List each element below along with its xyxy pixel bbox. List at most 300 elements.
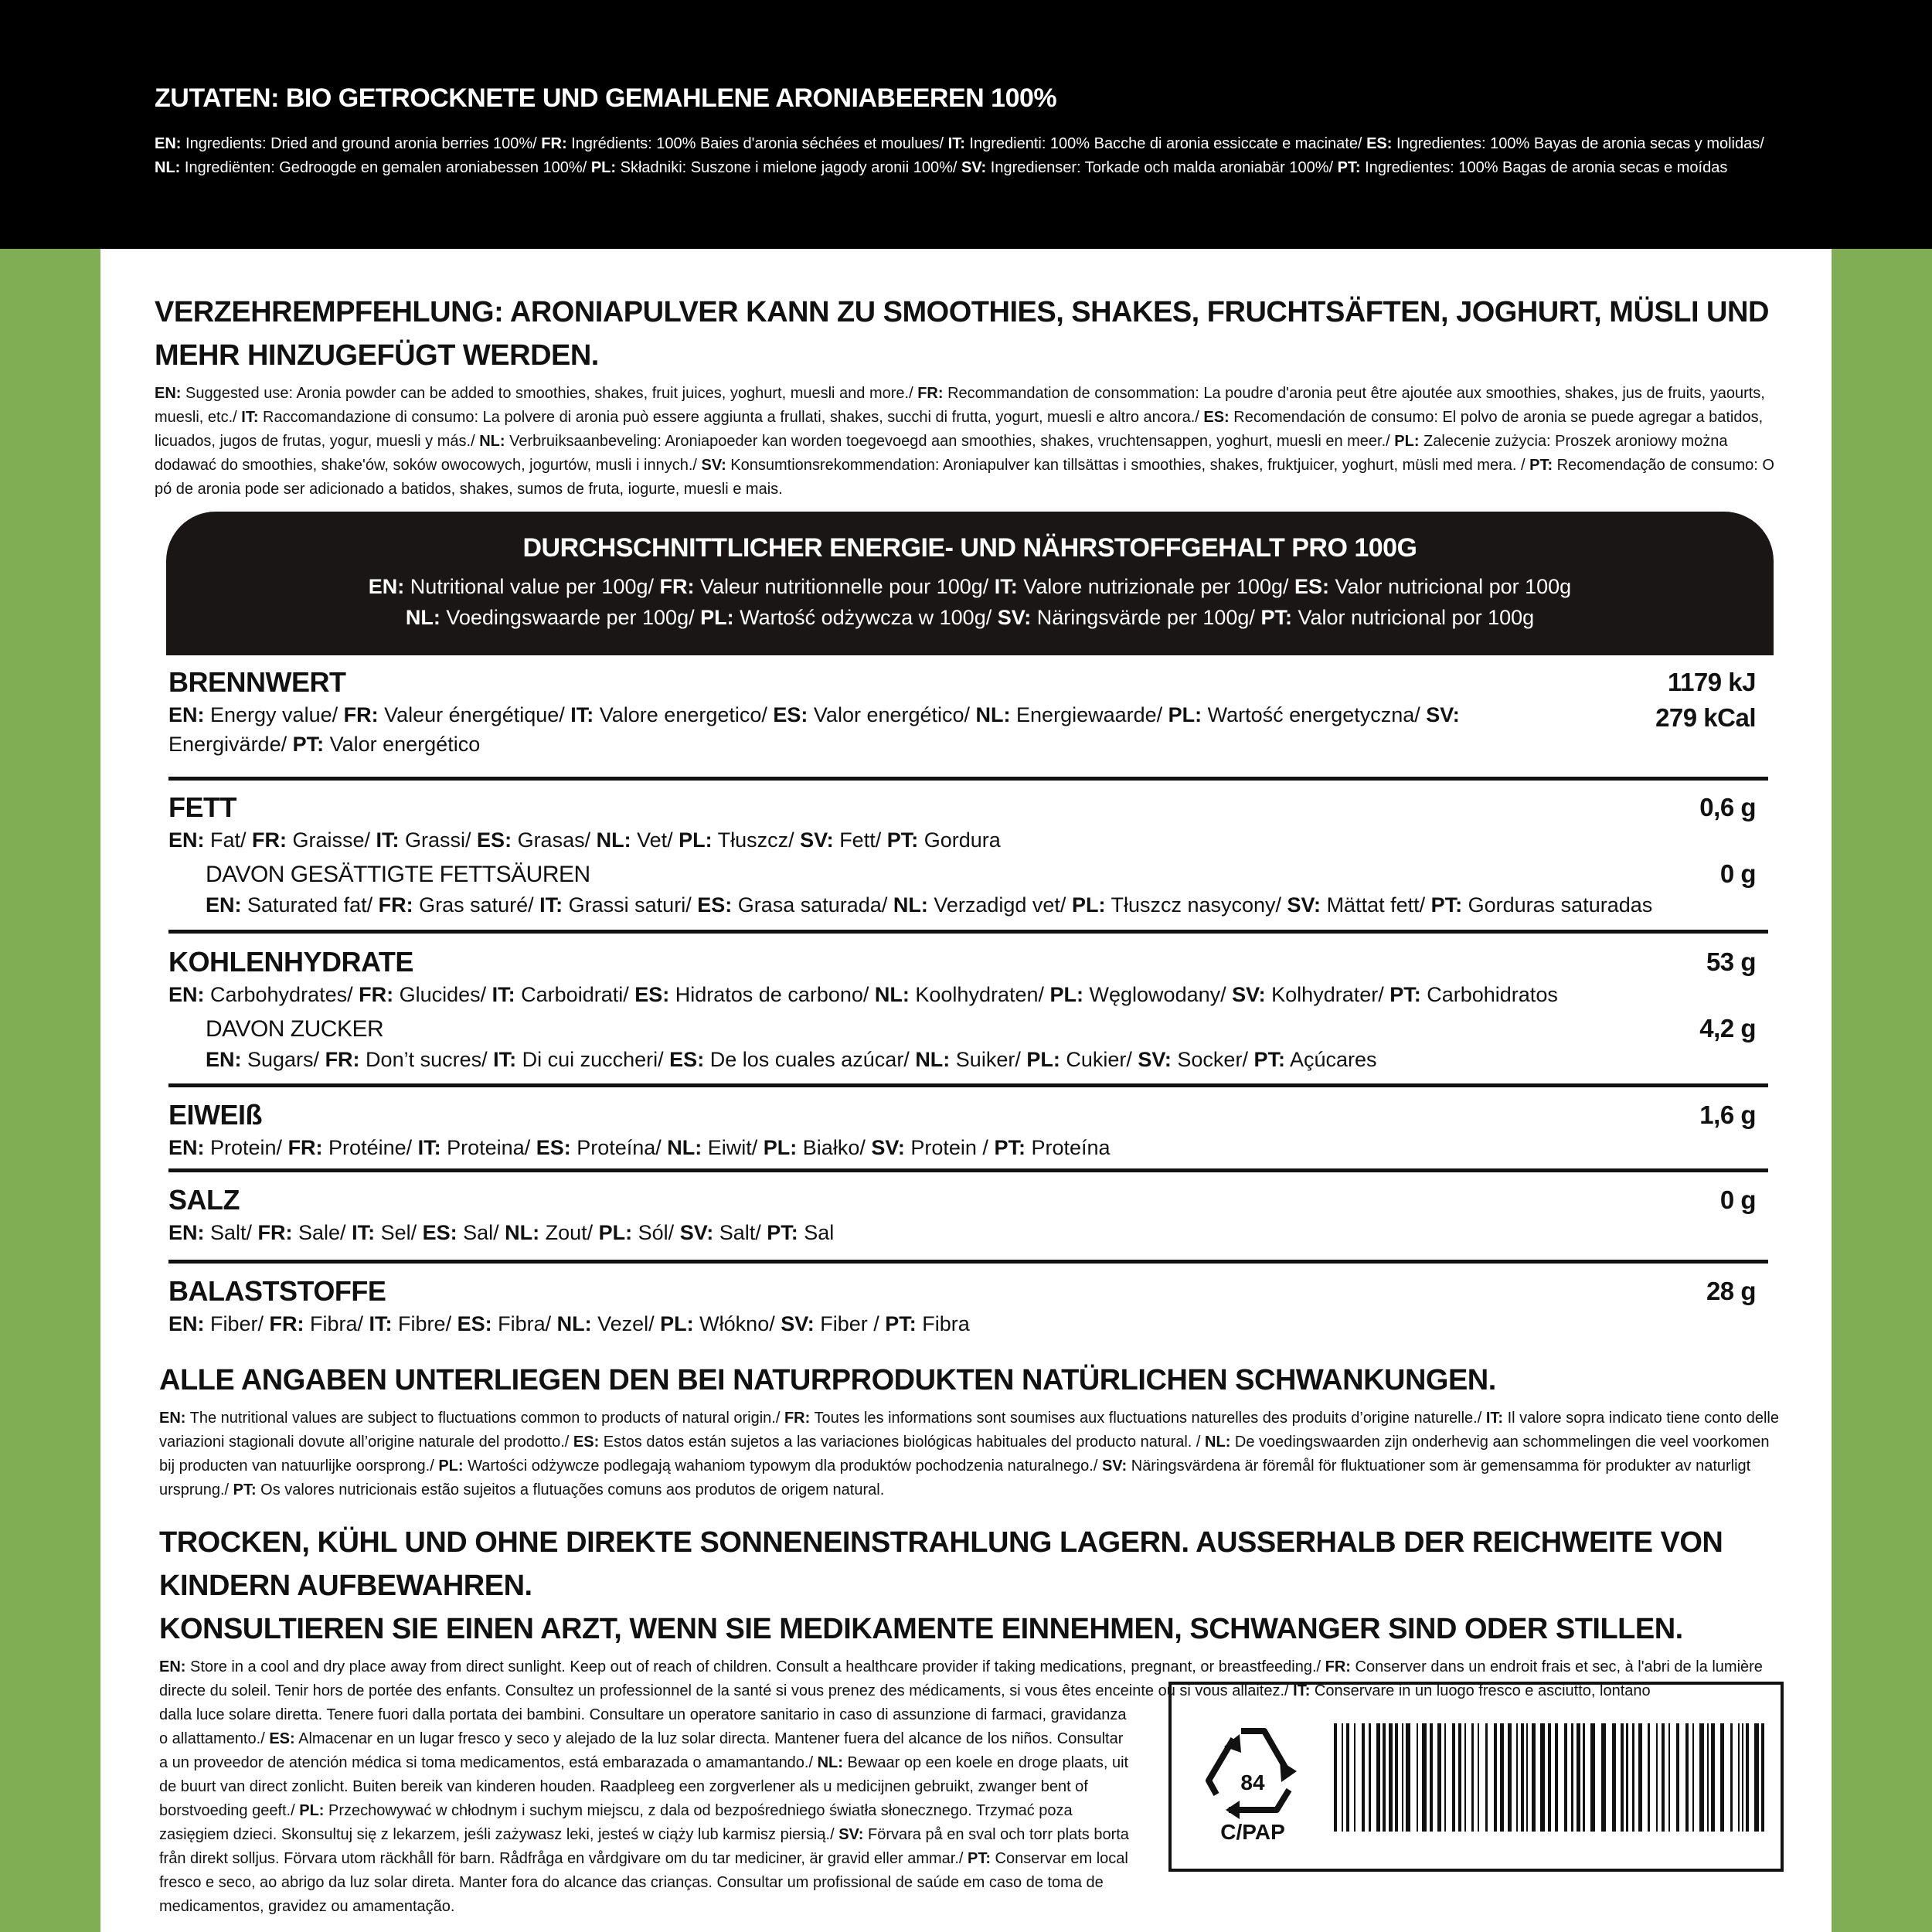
translation-text: Grassi saturi/ xyxy=(563,893,698,917)
lang-code: SV: xyxy=(1138,1048,1172,1071)
barcode-bar xyxy=(1478,1723,1479,1832)
lang-code: ES: xyxy=(422,1221,457,1244)
lang-code: PL: xyxy=(1049,983,1084,1006)
barcode-bar xyxy=(1334,1723,1337,1832)
barcode-bar xyxy=(1526,1723,1528,1832)
nutrient-value-kj: 1179 kJ xyxy=(1668,668,1756,696)
lang-code: NL: xyxy=(556,1312,592,1335)
lang-code: EN: xyxy=(168,1136,205,1159)
lang-code: PL: xyxy=(700,606,734,629)
lang-code: IT: xyxy=(570,703,594,726)
lang-code: IT: xyxy=(376,828,400,852)
lang-code: EN: xyxy=(168,1221,205,1244)
nutrient-translations xyxy=(168,1133,1768,1162)
lang-code: FR: xyxy=(659,575,695,598)
subnutrient-translations xyxy=(206,890,1768,920)
barcode-bar xyxy=(1521,1723,1524,1832)
translation-text: dalla luce solare diretta. Tenere fuori dalla portata dei bambini. Consultare un operatore sanitario in caso di assunzione di farmaci, gravidanza o allattamento./ xyxy=(159,1706,1127,1747)
lang-code: EN: xyxy=(155,135,182,152)
barcode-bar xyxy=(1452,1723,1455,1832)
lang-code: PT: xyxy=(1260,606,1292,629)
lang-code: EN: xyxy=(168,703,205,726)
barcode xyxy=(1334,1723,1767,1832)
translation-text: Grasas/ xyxy=(512,828,597,852)
translation-text: Di cui zuccheri/ xyxy=(516,1048,670,1071)
nutrient-value: 0 g xyxy=(1719,1185,1756,1214)
translation-text: Ingrédients: 100% Baies d'aronia séchées et moulues/ xyxy=(566,135,948,152)
subnutrient-saturated xyxy=(168,859,1768,920)
translation-text: Fibra xyxy=(916,1312,970,1335)
lang-code: EN: xyxy=(168,983,205,1006)
translation-text: Näringsvärde per 100g/ xyxy=(1031,606,1261,629)
translation-text: Fiber/ xyxy=(204,1312,270,1335)
nutrient-name: BALASTSTOFFE xyxy=(168,1275,386,1307)
lang-code: EN: xyxy=(159,1658,186,1675)
barcode-bar xyxy=(1699,1723,1704,1832)
subnutrient-name: DAVON ZUCKER xyxy=(206,1016,384,1042)
translation-text: Valeur énergétique/ xyxy=(378,703,571,726)
nutrient-row-energy xyxy=(168,665,1768,759)
lang-code: ES: xyxy=(697,893,733,917)
fluctuations-translations xyxy=(159,1406,1782,1502)
lang-code: NL: xyxy=(893,893,928,917)
fluctuations-title: ALLE ANGABEN UNTERLIEGEN DEN BEI NATURPRODUKTEN NATÜRLICHEN SCHWANKUNGEN. xyxy=(159,1364,1496,1396)
lang-code: SV: xyxy=(1101,1458,1128,1475)
lang-code: PT: xyxy=(1430,893,1463,917)
lang-code: SV: xyxy=(781,1312,815,1335)
barcode-bar xyxy=(1458,1723,1461,1832)
translation-text: Sal/ xyxy=(457,1221,505,1244)
nutrient-row-fat xyxy=(168,790,1768,920)
barcode-bar xyxy=(1656,1723,1658,1832)
translation-text: Bewaar op een koele en droge plaats, uit de buurt van direct zonlicht. Buiten bereik van kinderen houden. Raadpleeg een zorgverlener als u medicijnen gebruikt, zwanger bent of borstvoeding geeft./ xyxy=(159,1754,1129,1819)
ingredients-title: ZUTATEN: BIO GETROCKNETE UND GEMAHLENE ARONIABEEREN 100% xyxy=(155,83,1057,113)
barcode-bar xyxy=(1601,1723,1606,1832)
translation-text: Energivärde/ xyxy=(168,733,293,756)
lang-code: IT: xyxy=(352,1221,376,1244)
translation-text: Suiker/ xyxy=(950,1048,1027,1071)
subnutrient-value: 0 g xyxy=(1719,859,1756,888)
barcode-bar xyxy=(1362,1723,1365,1832)
usage-title: VERZEHREMPFEHLUNG: ARONIAPULVER KANN ZU SMOOTHIES, SHAKES, FRUCHTSÄFTEN, JOGHURT, MÜSLI UND MEHR HINZUGEFÜGT WERDEN. xyxy=(155,296,1769,372)
lang-code: FR: xyxy=(343,703,379,726)
lang-code: IT: xyxy=(539,893,563,917)
lang-code: PT: xyxy=(292,733,325,756)
lang-code: EN: xyxy=(206,1048,242,1071)
barcode-bar xyxy=(1754,1723,1759,1832)
translation-text: Grassi/ xyxy=(399,828,478,852)
translation-text: Sel/ xyxy=(375,1221,423,1244)
translation-text: De los cuales azúcar/ xyxy=(704,1048,916,1071)
translation-text: Proteína xyxy=(1025,1136,1111,1159)
row-divider xyxy=(168,1260,1768,1264)
translation-text: Ingredienser: Torkade och malda aroniabär 100%/ xyxy=(986,159,1338,176)
lang-code: ES: xyxy=(773,703,808,726)
lang-code: PT: xyxy=(885,1312,917,1335)
lang-code: FR: xyxy=(252,828,287,852)
translation-text: Energiewaarde/ xyxy=(1010,703,1168,726)
translation-text: Gordura xyxy=(918,828,1001,852)
barcode-bar xyxy=(1471,1723,1474,1832)
translation-text: Glucides/ xyxy=(393,983,492,1006)
barcode-bar xyxy=(1555,1723,1558,1832)
lang-code: ES: xyxy=(1366,135,1393,152)
barcode-bar xyxy=(1742,1723,1743,1832)
nutrient-row-carbs xyxy=(168,944,1768,1074)
translation-text: Salt/ xyxy=(204,1221,258,1244)
translation-text: Ingrediënten: Gedroogde en gemalen aroniabessen 100%/ xyxy=(180,159,591,176)
barcode-bar xyxy=(1540,1723,1545,1832)
row-divider xyxy=(168,1083,1768,1087)
translation-text: Koolhydraten/ xyxy=(909,983,1050,1006)
ingredients-band xyxy=(0,0,1932,249)
lang-code: NL: xyxy=(155,159,181,176)
translation-text: Vezel/ xyxy=(591,1312,661,1335)
translation-text: Valeur nutritionnelle pour 100g/ xyxy=(694,575,995,598)
recycling-barcode-box xyxy=(1168,1682,1784,1872)
lang-code: PL: xyxy=(299,1802,325,1819)
lang-code: ES: xyxy=(1294,575,1329,598)
barcode-bar xyxy=(1638,1723,1642,1832)
nutrition-title: DURCHSCHNITTLICHER ENERGIE- UND NÄHRSTOFFGEHALT PRO 100G xyxy=(522,533,1417,563)
translation-text: Valor nutricional por 100g xyxy=(1329,575,1572,598)
translation-text: Conservare in un luogo fresco e asciutto, lontano xyxy=(1310,1682,1651,1699)
barcode-bar xyxy=(1692,1723,1694,1832)
lang-code: PL: xyxy=(763,1136,798,1159)
translation-text: Carbohydrates/ xyxy=(204,983,359,1006)
barcode-bar xyxy=(1494,1723,1497,1832)
translation-text: Wartość energetyczna/ xyxy=(1202,703,1427,726)
lang-code: IT: xyxy=(493,1048,517,1071)
translation-text: The nutritional values are subject to fluctuations common to products of natural origin./ xyxy=(185,1410,784,1427)
translation-text: Zalecenie zużycia: Proszek aroniowy można dodawać do smoothies, shake'ów, soków owocowych, jogurtów, musli i innych./ xyxy=(155,433,1728,474)
translation-text: Gras saturé/ xyxy=(413,893,540,917)
barcode-bar xyxy=(1707,1723,1709,1832)
translation-text: Wartości odżywcze podlegają wahaniom typowym dla produktów pochodzenia naturalnego./ xyxy=(463,1458,1102,1475)
translation-text: Ingredienti: 100% Bacche di aronia essiccate e macinate/ xyxy=(964,135,1367,152)
usage-section xyxy=(155,291,1777,502)
lang-code: ES: xyxy=(477,828,512,852)
lang-code: ES: xyxy=(1203,409,1230,426)
lang-code: EN: xyxy=(159,1410,186,1427)
lang-code: PL: xyxy=(660,1312,694,1335)
lang-code: EN: xyxy=(368,575,405,598)
barcode-bar xyxy=(1464,1723,1466,1832)
lang-code: PL: xyxy=(1394,433,1420,450)
translation-text: Fibra/ xyxy=(492,1312,557,1335)
translation-text: Valore nutrizionale per 100g/ xyxy=(1017,575,1294,598)
lang-code: SV: xyxy=(997,606,1032,629)
translation-text: Ingredientes: 100% Bagas de aronia secas e moídas xyxy=(1360,159,1728,176)
translation-text: Salt/ xyxy=(713,1221,767,1244)
barcode-bar xyxy=(1621,1723,1624,1832)
subnutrient-value: 4,2 g xyxy=(1699,1014,1756,1043)
lang-code: ES: xyxy=(634,983,670,1006)
nutrition-header xyxy=(166,512,1774,655)
barcode-bar xyxy=(1354,1723,1355,1832)
lang-code: PL: xyxy=(438,1458,464,1475)
translation-text: Açúcares xyxy=(1284,1048,1377,1071)
translation-text: Hidratos de carbono/ xyxy=(669,983,875,1006)
barcode-bar xyxy=(1500,1723,1504,1832)
translation-text: Förvara på en sval och torr plats borta från direkt solljus. Förvara utom räckhåll för barn. Rådfråga en vårdgivare om du tar mediciner, är gravid eller ammar./ xyxy=(159,1826,1129,1867)
translation-text: Sugars/ xyxy=(241,1048,325,1071)
translation-text: Valor nutricional por 100g xyxy=(1291,606,1535,629)
lang-code: IT: xyxy=(1485,1410,1504,1427)
lang-code: SV: xyxy=(1232,983,1266,1006)
lang-code: IT: xyxy=(492,983,515,1006)
lang-code: FR: xyxy=(1325,1658,1351,1675)
translation-text: Sale/ xyxy=(292,1221,352,1244)
translation-text: Graisse/ xyxy=(287,828,376,852)
translation-text: Fat/ xyxy=(204,828,253,852)
lang-code: SV: xyxy=(871,1136,905,1159)
translation-text: Almacenar en un lugar fresco y seco y alejado de la luz solar directa. Mantener fuera del alcance de los niños. Consultar a un proveedor de atención médica si toma medicamentos, está embarazada o amamantando./ xyxy=(159,1730,1124,1771)
barcode-bar xyxy=(1516,1723,1518,1832)
row-divider xyxy=(168,777,1768,781)
nutrition-subtitle-1 xyxy=(166,571,1774,602)
nutrient-translations xyxy=(168,825,1768,855)
storage-translations-narrow xyxy=(159,1703,1136,1919)
barcode-bar xyxy=(1668,1723,1670,1832)
nutrient-name: KOHLENHYDRATE xyxy=(168,946,413,978)
barcode-bar xyxy=(1685,1723,1689,1832)
lang-code: NL: xyxy=(874,983,910,1006)
lang-code: PL: xyxy=(598,1221,633,1244)
translation-text: Il valore sopra indicato tiene conto delle variazioni stagionali dovute all’origine naturale del prodotto./ xyxy=(159,1410,1779,1451)
barcode-bar xyxy=(1406,1723,1410,1832)
barcode-bar xyxy=(1437,1723,1441,1832)
fluctuations-section xyxy=(159,1359,1782,1502)
translation-text: Recomendación de consumo: El polvo de aronia se puede agregar a batidos, licuados, jugos de frutas, yogur, muesli y más./ xyxy=(155,409,1764,450)
lang-code: NL: xyxy=(915,1048,951,1071)
translation-text: Valor energético xyxy=(324,733,481,756)
lang-code: IT: xyxy=(369,1312,393,1335)
barcode-bar xyxy=(1564,1723,1567,1832)
translation-text: Cukier/ xyxy=(1060,1048,1138,1071)
barcode-bar xyxy=(1571,1723,1573,1832)
barcode-bar xyxy=(1444,1723,1446,1832)
lang-code: NL: xyxy=(505,1221,540,1244)
lang-code: SV: xyxy=(838,1826,864,1843)
lang-code: SV: xyxy=(701,457,726,474)
translation-text: Vet/ xyxy=(631,828,679,852)
translation-text: Konsumtionsrekommendation: Aroniapulver kan tillsättas i smoothies, shakes, fruktjuicer, yoghurt, müsli med mera. / xyxy=(726,457,1530,474)
translation-text: Protein / xyxy=(904,1136,995,1159)
barcode-bar xyxy=(1626,1723,1628,1832)
barcode-bar xyxy=(1746,1723,1749,1832)
lang-code: PT: xyxy=(767,1221,798,1244)
barcode-bar xyxy=(1612,1723,1616,1832)
usage-translations xyxy=(155,382,1777,502)
translation-text: Carbohidratos xyxy=(1420,983,1558,1006)
translation-text: Recommandation de consommation: La poudre d'aronia peut être ajoutée aux smoothies, shakes, jus de fruits, yaourts, muesli, etc./ xyxy=(155,385,1765,426)
lang-code: PT: xyxy=(886,828,919,852)
barcode-bar xyxy=(1738,1723,1740,1832)
lang-code: IT: xyxy=(947,135,965,152)
nutrient-value: 0,6 g xyxy=(1699,793,1756,821)
lang-code: ES: xyxy=(573,1434,600,1451)
translation-text: Przechowywać w chłodnym i suchym miejscu, z dala od bezpośredniego światła słonecznego. Trzymać poza zasięgiem dzieci. Skonsultuj się z lekarzem, jeśli zażywasz leki, jesteś w ciąży lub karmisz piersią./ xyxy=(159,1802,1073,1843)
nutrient-value: 28 g xyxy=(1706,1277,1756,1305)
lang-code: PT: xyxy=(1529,457,1553,474)
translation-text: Fett/ xyxy=(833,828,887,852)
barcode-bar xyxy=(1632,1723,1634,1832)
translation-text: Os valores nutricionais estão sujeitos a flutuações comuns aos produtos de origem natural. xyxy=(256,1481,885,1498)
translation-text: Conservar em local fresco e seco, ao abrigo da luz solar direta. Manter fora do alcance das crianças. Consultar um profissional de saúde em caso de toma de medicamentos, gravidez ou amamentação. xyxy=(159,1850,1128,1915)
translation-text: Recomendação de consumo: O pó de aronia pode ser adicionado a batidos, shakes, sumos de fruta, iogurte, muesli e mais. xyxy=(155,457,1774,498)
barcode-bar xyxy=(1422,1723,1427,1832)
translation-text: Saturated fat/ xyxy=(241,893,379,917)
barcode-bar xyxy=(1662,1723,1665,1832)
barcode-bar xyxy=(1648,1723,1650,1832)
row-divider xyxy=(168,1168,1768,1172)
storage-title-1: TROCKEN, KÜHL UND OHNE DIREKTE SONNENEINSTRAHLUNG LAGERN. AUSSERHALB DER REICHWEITE VON KINDERN AUFBEWAHREN. xyxy=(159,1526,1723,1602)
lang-code: FR: xyxy=(287,1136,323,1159)
subnutrient-translations xyxy=(206,1045,1768,1074)
translation-text: Verbruiksaanbeveling: Aroniapoeder kan worden toegevoegd aan smoothies, shakes, vruchtensappen, yoghurt, muesli en meer./ xyxy=(505,433,1395,450)
lang-code: SV: xyxy=(800,828,834,852)
lang-code: FR: xyxy=(269,1312,304,1335)
translation-text: Tłuszcz/ xyxy=(712,828,801,852)
subnutrient-sugars xyxy=(168,1014,1768,1074)
translation-text: Energy value/ xyxy=(204,703,344,726)
translation-text: Socker/ xyxy=(1171,1048,1254,1071)
nutrient-value: 1,6 g xyxy=(1699,1100,1756,1129)
translation-text: Ingredientes: 100% Bayas de aronia secas y molidas/ xyxy=(1392,135,1764,152)
lang-code: IT: xyxy=(1293,1682,1311,1699)
label-panel xyxy=(100,249,1832,1932)
lang-code: FR: xyxy=(541,135,567,152)
translation-text: Fibre/ xyxy=(392,1312,457,1335)
translation-text: Zout/ xyxy=(539,1221,599,1244)
lang-code: FR: xyxy=(325,1048,360,1071)
lang-code: PL: xyxy=(1168,703,1202,726)
barcode-bar xyxy=(1342,1723,1343,1832)
translation-text: Proteina/ xyxy=(440,1136,536,1159)
lang-code: FR: xyxy=(257,1221,293,1244)
lang-code: FR: xyxy=(378,893,413,917)
lang-code: EN: xyxy=(168,828,205,852)
translation-text: Gorduras saturadas xyxy=(1462,893,1653,917)
lang-code: ES: xyxy=(269,1730,295,1747)
lang-code: NL: xyxy=(667,1136,702,1159)
lang-code: SV: xyxy=(1287,893,1321,917)
translation-text: Fiber / xyxy=(814,1312,886,1335)
translation-text: Protein/ xyxy=(204,1136,288,1159)
lang-code: PT: xyxy=(968,1850,991,1867)
nutrient-row-salt xyxy=(168,1182,1768,1247)
lang-code: SV: xyxy=(1426,703,1460,726)
lang-code: EN: xyxy=(206,893,242,917)
translation-text: Suggested use: Aronia powder can be added to smoothies, shakes, fruit juices, yoghurt, muesli and more./ xyxy=(181,385,918,402)
lang-code: NL: xyxy=(1205,1434,1231,1451)
lang-code: PT: xyxy=(233,1481,257,1498)
nutrition-subtitle-2 xyxy=(166,602,1774,633)
translation-text: Store in a cool and dry place away from direct sunlight. Keep out of reach of children. Consult a healthcare provider if taking medications, pregnant, or breastfeeding./ xyxy=(185,1658,1325,1675)
translation-text: Nutritional value per 100g/ xyxy=(404,575,660,598)
ingredients-translations xyxy=(155,132,1777,180)
lang-code: NL: xyxy=(817,1754,843,1771)
barcode-bar xyxy=(1417,1723,1418,1832)
lang-code: IT: xyxy=(417,1136,441,1159)
lang-code: FR: xyxy=(917,385,944,402)
translation-text: Ingredients: Dried and ground aronia berries 100%/ xyxy=(181,135,542,152)
nutrient-name: EIWEIß xyxy=(168,1099,262,1131)
recycling-code: C/PAP xyxy=(1220,1820,1285,1844)
barcode-bar xyxy=(1395,1723,1398,1832)
translation-text: Valore energetico/ xyxy=(594,703,774,726)
nutrient-translations xyxy=(168,1218,1768,1247)
barcode-bar xyxy=(1383,1723,1386,1832)
translation-text: Włókno/ xyxy=(693,1312,781,1335)
translation-text: Verzadigd vet/ xyxy=(927,893,1072,917)
nutrient-translations xyxy=(168,1309,1768,1338)
lang-code: SV: xyxy=(679,1221,714,1244)
translation-text: Węglowodany/ xyxy=(1083,983,1233,1006)
lang-code: PL: xyxy=(1026,1048,1060,1071)
barcode-bar xyxy=(1369,1723,1371,1832)
lang-code: IT: xyxy=(241,409,259,426)
lang-code: NL: xyxy=(405,606,440,629)
lang-code: IT: xyxy=(994,575,1018,598)
translation-text: Protéine/ xyxy=(322,1136,418,1159)
lang-code: PT: xyxy=(1389,983,1421,1006)
nutrient-value: 53 g xyxy=(1706,947,1756,976)
barcode-bar xyxy=(1720,1723,1724,1832)
lang-code: FR: xyxy=(359,983,394,1006)
translation-text: Grasa saturada/ xyxy=(732,893,893,917)
translation-text: Don’t sucres/ xyxy=(359,1048,494,1071)
barcode-bar xyxy=(1583,1723,1585,1832)
nutrient-name: FETT xyxy=(168,791,236,823)
lang-code: PL: xyxy=(679,828,713,852)
barcode-bar xyxy=(1485,1723,1488,1832)
translation-text: Mättat fett/ xyxy=(1321,893,1431,917)
lang-code: NL: xyxy=(975,703,1011,726)
translation-text: Proteína/ xyxy=(570,1136,668,1159)
nutrient-value-kcal: 279 kCal xyxy=(1655,703,1756,732)
recycling-triangle-icon xyxy=(1202,1716,1303,1847)
lang-code: EN: xyxy=(168,1312,205,1335)
translation-text: Sal xyxy=(798,1221,835,1244)
translation-text: Białko/ xyxy=(797,1136,872,1159)
barcode-bar xyxy=(1376,1723,1380,1832)
translation-text: Carboidrati/ xyxy=(515,983,635,1006)
translation-text: Kolhydrater/ xyxy=(1265,983,1390,1006)
lang-code: PL: xyxy=(1071,893,1106,917)
barcode-bar xyxy=(1532,1723,1536,1832)
storage-title-2: KONSULTIEREN SIE EINEN ARZT, WENN SIE MEDIKAMENTE EINNEHMEN, SCHWANGER SIND ODER STILLEN. xyxy=(159,1613,1683,1645)
translation-text: Fibra/ xyxy=(304,1312,369,1335)
nutrient-row-protein xyxy=(168,1097,1768,1162)
barcode-bar xyxy=(1389,1723,1393,1832)
row-divider xyxy=(168,930,1768,934)
translation-text: Tłuszcz nasycony/ xyxy=(1105,893,1287,917)
nutrient-row-fiber xyxy=(168,1274,1768,1338)
lang-code: ES: xyxy=(457,1312,492,1335)
barcode-bar xyxy=(1761,1723,1764,1832)
translation-text: Wartość odżywcza w 100g/ xyxy=(733,606,998,629)
lang-code: PT: xyxy=(1253,1048,1285,1071)
lang-code: EN: xyxy=(155,385,182,402)
barcode-bar xyxy=(1508,1723,1512,1832)
lang-code: FR: xyxy=(784,1410,811,1427)
lang-code: ES: xyxy=(669,1048,705,1071)
lang-code: SV: xyxy=(961,159,987,176)
lang-code: PL: xyxy=(590,159,617,176)
barcode-bar xyxy=(1548,1723,1551,1832)
